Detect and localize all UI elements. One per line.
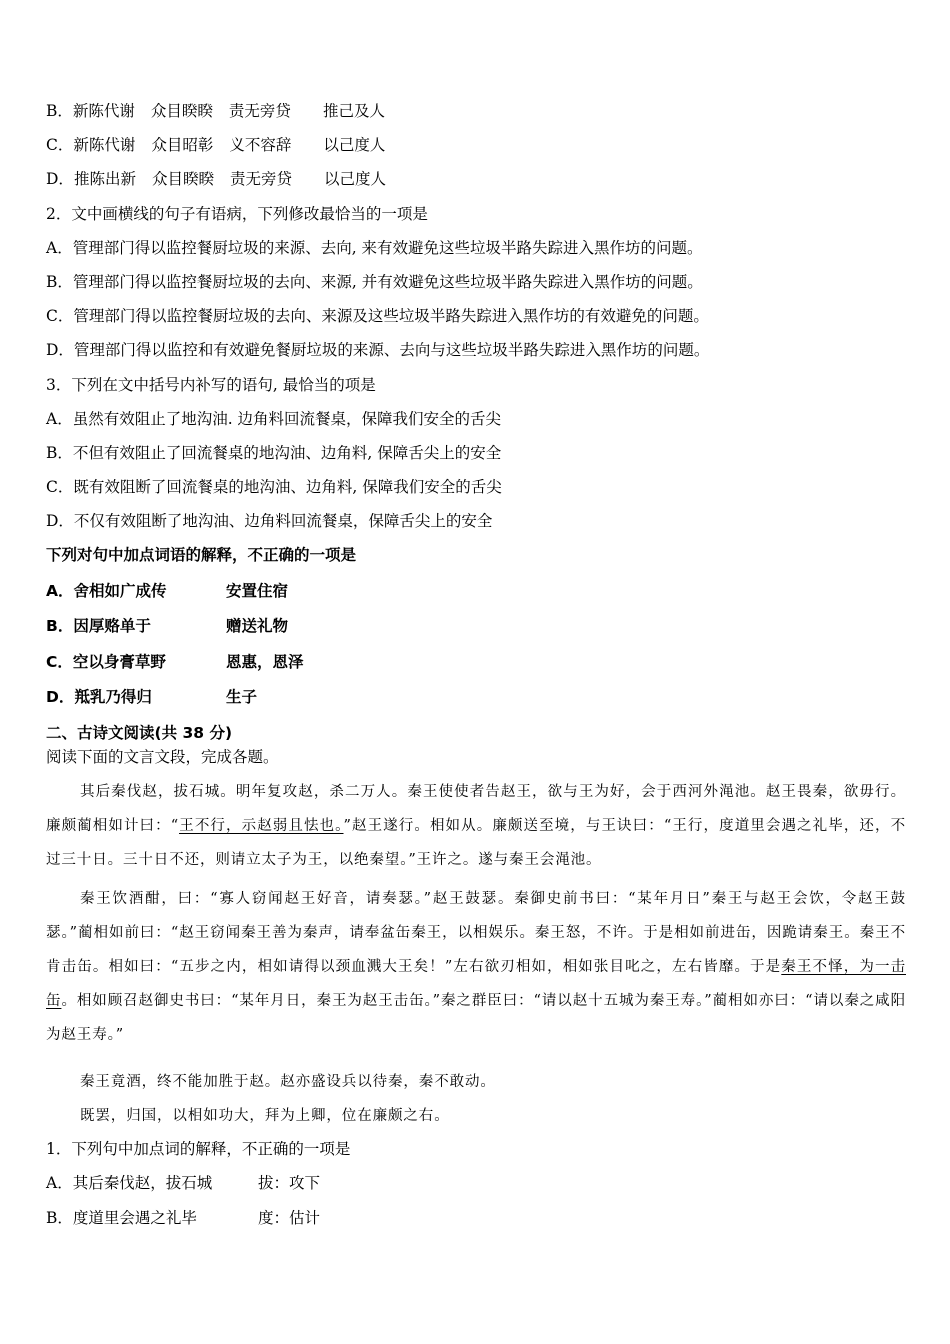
option-term: 推己及人: [322, 102, 385, 120]
q1-option-c: [46, 135, 385, 155]
option-gloss: 生子: [226, 688, 258, 706]
passage-text: 。相如顾召赵御史书曰：“某年月日，秦王为赵王击缶。”秦之群臣曰：“请以赵十五城为秦王寿。”蔺相如亦曰：“请以秦之咸阳为赵王寿。”: [46, 993, 907, 1043]
option-label: B．: [46, 617, 74, 635]
q1-option-b: [46, 101, 385, 121]
option-gloss: 度：估计: [258, 1209, 321, 1227]
option-term: 众目昭彰: [151, 136, 214, 154]
passage-text: 其后秦伐赵，拔石城。明年复攻赵，杀二万人。秦王使使者告赵王，欲与王为好，会于西河外渑池。赵王畏秦，欲毋行。廉颇蔺相如计曰：“: [46, 784, 906, 834]
section-heading: 二、古诗文阅读(共 38 分): [46, 724, 233, 742]
option-label: A．: [46, 582, 74, 600]
q5-option-a: [46, 1173, 321, 1193]
option-text: 羝乳乃得归: [74, 688, 152, 706]
q4-option-c: [46, 652, 304, 672]
option-label: C．: [46, 136, 74, 154]
option-gloss: 恩惠，恩泽: [226, 653, 304, 671]
q5-option-b: [46, 1208, 321, 1228]
option-text: 舍相如广成传: [73, 582, 167, 600]
option-label: B．: [46, 102, 73, 120]
q2-option-d: D．管理部门得以监控和有效避免餐厨垃圾的来源、去向与这些垃圾半路失踪进入黑作坊的问题。: [46, 341, 710, 359]
q2-option-a: A．管理部门得以监控餐厨垃圾的来源、去向, 来有效避免这些垃圾半路失踪进入黑作坊的问题。: [46, 239, 703, 257]
option-text: 因厚赂单于: [73, 617, 151, 635]
passage-paragraph-2: [46, 882, 906, 1052]
section-instruction: 阅读下面的文言文段，完成各题。: [46, 748, 279, 766]
option-term: 众目睽睽: [151, 170, 214, 188]
q4-option-d: [46, 687, 258, 707]
option-text: 其后秦伐赵，拔石城: [72, 1174, 213, 1192]
passage-paragraph-3: 秦王竟酒，终不能加胜于赵。赵亦盛设兵以待秦，秦不敢动。: [80, 1074, 496, 1090]
passage-text: 秦王饮酒酣，曰：“寡人窃闻赵王好音，请奏瑟。”赵王鼓瑟。秦御史前书曰：“某年月日”秦王与赵王会饮，令赵王鼓瑟。”蔺相如前曰：“赵王窃闻秦王善为秦声，请奉盆缶秦王，以相娱乐。秦王怒，不许。于是相如前进缶，因跪请秦王。秦王不肯击缶。相如曰：“五步之内，相如请得以颈血溅大王矣！”左右欲刃相如，相如张目叱之，左右皆靡。于是: [46, 891, 906, 975]
option-label: A．: [46, 1174, 73, 1192]
q3-option-d: D．不仅有效阻断了地沟油、边角料回流餐桌，保障舌尖上的安全: [46, 512, 493, 530]
q4-option-a: [46, 581, 289, 601]
q3-option-a: A．虽然有效阻止了地沟油. 边角料回流餐桌，保障我们安全的舌尖: [46, 410, 502, 428]
option-term: 推陈出新: [73, 170, 136, 188]
option-term: 以己度人: [323, 170, 386, 188]
passage-paragraph-1: [46, 775, 906, 877]
option-text: 空以身膏草野: [72, 653, 166, 671]
option-term: 义不容辞: [229, 136, 292, 154]
option-gloss: 拔：攻下: [258, 1174, 321, 1192]
option-label: D．: [46, 688, 75, 706]
option-label: D．: [46, 170, 74, 188]
q2-stem: 2．文中画横线的句子有语病，下列修改最恰当的一项是: [46, 205, 428, 223]
option-term: 以己度人: [323, 136, 386, 154]
underlined-sentence: 秦王不怿，为一击缶: [46, 959, 906, 1009]
option-term: 责无旁贷: [229, 170, 292, 188]
q4-stem: 下列对句中加点词语的解释，不正确的一项是: [46, 546, 357, 564]
option-term: 新陈代谢: [72, 102, 135, 120]
underlined-sentence: 王不行，示赵弱且怯也。: [179, 818, 344, 834]
q3-stem: 3．下列在文中括号内补写的语句, 最恰当的项是: [46, 376, 376, 394]
option-gloss: 赠送礼物: [226, 617, 289, 635]
q2-option-c: C．管理部门得以监控餐厨垃圾的去向、来源及这些垃圾半路失踪进入黑作坊的有效避免的问题。: [46, 307, 709, 325]
q3-option-c: C．既有效阻断了回流餐桌的地沟油、边角料, 保障我们安全的舌尖: [46, 478, 502, 496]
q5-stem: 1．下列句中加点词的解释，不正确的一项是: [46, 1140, 351, 1158]
passage-text: ”赵王遂行。相如从。廉颇送至境，与王诀曰：“王行，度道里会遇之礼毕，还，不过三十日。三十日不还，则请立太子为王，以绝秦望。”王许之。遂与秦王会渑池。: [46, 818, 907, 868]
option-gloss: 安置住宿: [226, 582, 289, 600]
q3-option-b: B．不但有效阻止了回流餐桌的地沟油、边角料, 保障舌尖上的安全: [46, 444, 502, 462]
passage-paragraph-4: 既罢，归国，以相如功大，拜为上卿，位在廉颇之右。: [80, 1108, 450, 1124]
q4-option-b: [46, 616, 289, 636]
option-term: 新陈代谢: [73, 136, 136, 154]
option-label: B．: [46, 1209, 73, 1227]
option-term: 众目睽睽: [150, 102, 213, 120]
option-term: 责无旁贷: [228, 102, 291, 120]
q1-option-d: [46, 169, 386, 189]
q2-option-b: B．管理部门得以监控餐厨垃圾的去向、来源, 并有效避免这些垃圾半路失踪进入黑作坊的问题。: [46, 273, 703, 291]
option-text: 度道里会遇之礼毕: [72, 1209, 197, 1227]
option-label: C．: [46, 653, 73, 671]
